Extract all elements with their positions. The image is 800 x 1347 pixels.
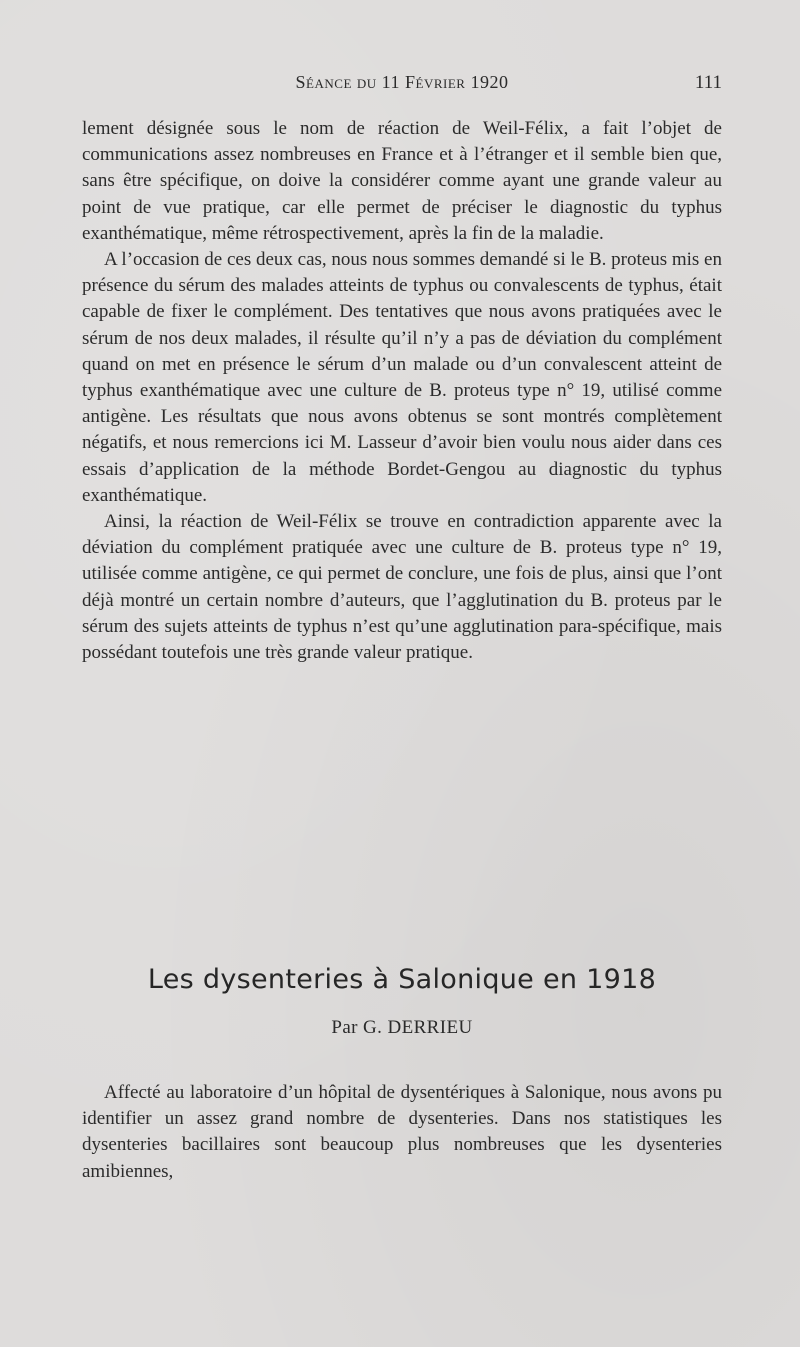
running-title: Séance du 11 Février 1920	[295, 72, 509, 92]
paragraph-conclusion: Ainsi, la réaction de Weil-Félix se trouve en contradiction apparente avec la déviation du complément pratiquée avec une culture de B. proteus type n° 19, utilisée comme antigène, ce qui permet de conclure, une fois de plus, ainsi que l’ont déjà montré un certain nombre d’auteurs, que l’agglutination du B. proteus par le sérum des sujets atteints de typhus n’est qu’une agglutination para-spécifique, mais possédant toutefois une très grande valeur pratique.	[82, 511, 722, 664]
paragraph-complement-fixation: A l’occasion de ces deux cas, nous nous sommes demandé si le B. proteus mis en présence du sérum des malades atteints de typhus ou convalescents de typhus, était capable de fixer le complément. Des tentatives que nous avons pratiquées avec le sérum de nos deux malades, il résulte qu’il n’y a pas de déviation du complément quand on met en présence le sérum d’un malade ou d’un convalescent atteint de typhus exanthématique avec une culture de B. proteus type n° 19, utilisé comme antigène. Les résultats que nous avons obtenus se sont montrés complètement négatifs, et nous remercions ici M. Lasseur d’avoir bien voulu nous aider dans ces essais d’application de la méthode Bordet-Gengou au diagnostic du typhus exanthématique.	[82, 249, 722, 506]
author-byline: Par G. DERRIEU	[331, 1017, 473, 1038]
new-article-header	[82, 964, 722, 1039]
article-body	[82, 116, 722, 666]
page-number: 111	[694, 72, 722, 93]
article-title: Les dysenteries à Salonique en 1918	[147, 964, 657, 995]
paragraph-weil-felix-reaction: lement désignée sous le nom de réaction de Weil-Félix, a fait l’objet de communications assez nombreuses en France et à l’étranger et il semble bien que, sans être spécifique, on doive la considérer comme ayant une grande valeur au point de vue pratique, car elle permet de préciser le diagnostic du typhus exanthématique, même rétrospectivement, après la fin de la maladie.	[82, 118, 722, 244]
paragraph-dysenteries-intro: Affecté au laboratoire d’un hôpital de dysentériques à Salonique, nous avons pu identifier un assez grand nombre de dysenteries. Dans nos statistiques les dysenteries bacillaires sont beaucoup plus nombreuses que les dysenteries amibiennes,	[82, 1082, 722, 1182]
running-header	[82, 72, 722, 100]
new-article-body	[82, 1080, 722, 1185]
